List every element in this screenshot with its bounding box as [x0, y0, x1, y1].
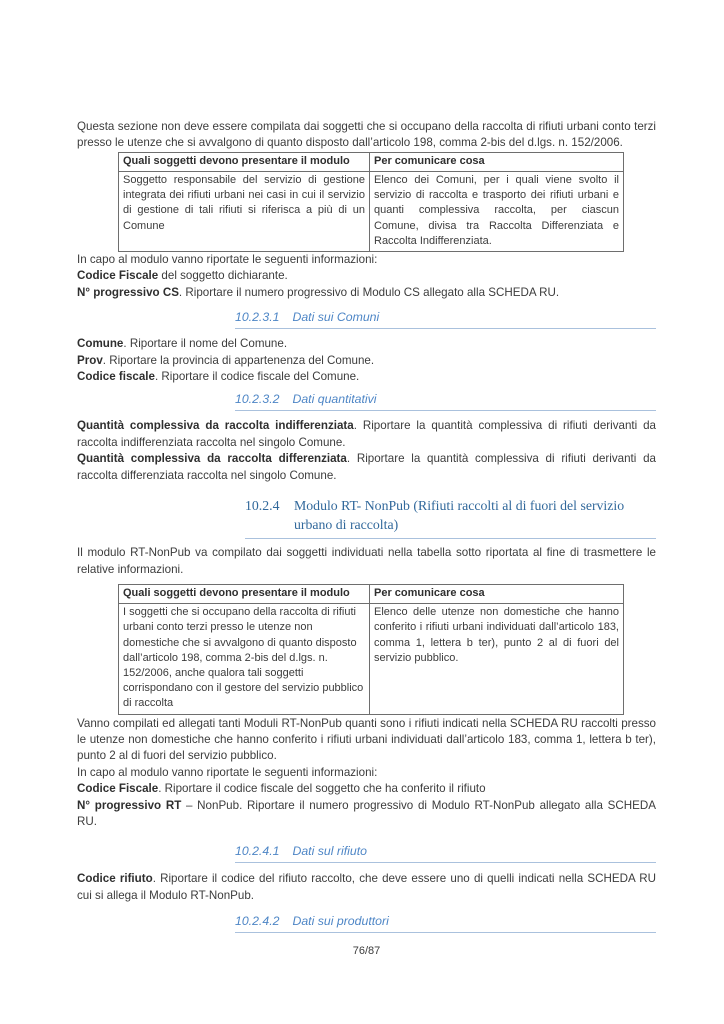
rt-info-lead: In capo al modulo vanno riportate le seguenti informazioni: — [77, 765, 378, 779]
definition-text: . Riportare la quantità complessiva di rifiuti derivanti da raccolta differenziata raccolta nel singolo Comune. — [77, 452, 656, 482]
definition-term: Codice rifiuto — [77, 872, 153, 886]
definition-item-codice-fiscale-comune — [77, 369, 656, 385]
document-content — [77, 119, 656, 957]
definition-item-codice-rifiuto — [77, 871, 656, 904]
rt-intro-paragraph: Il modulo RT-NonPub va compilato dai soggetti individuati nella tabella sotto riportata al fine di trasmettere le relative informazioni. — [77, 546, 656, 576]
table-rt-cell-what: Elenco delle utenze non domestiche che hanno conferito i rifiuti urbani individuati dall’articolo 183, comma 1, lettera b ter), punto 2 al di fuori del servizio pubblico. — [370, 604, 624, 714]
intro-paragraph: Questa sezione non deve essere compilata dai soggetti che si occupano della raccolta di rifiuti urbani conto terzi presso le utenze che si avvalgono di quanto disposto dall’articolo 198, comma 2-bis del d.lgs. n. 152/2006. — [77, 120, 656, 150]
definition-item-codice-fiscale — [77, 268, 656, 284]
definition-item-rt-progressivo — [77, 798, 656, 831]
table-rt-col1-header: Quali soggetti devono presentare il modulo — [119, 584, 370, 603]
heading-title: Dati quantitativi — [292, 392, 377, 407]
definition-text: . Riportare il codice del rifiuto raccolto, che deve essere uno di quelli indicati nella SCHEDA RU cui si allega il Modulo RT-NonPub. — [77, 872, 656, 902]
table-cs-col1-header: Quali soggetti devono presentare il modulo — [119, 152, 370, 171]
table-cs-cell-who: Soggetto responsabile del servizio di gestione integrata dei rifiuti urbani nei casi in cui il servizio di gestione di tali rifiuti si riferisca a più di un Comune — [119, 172, 370, 252]
rt-vanno-paragraph: Vanno compilati ed allegati tanti Moduli RT-NonPub quanti sono i rifiuti indicati nella SCHEDA RU raccolti presso le utenze non domestiche che hanno conferito i rifiuti urbani individuati dall’articolo 183, comma 1, lettera b ter), punto 2 al di fuori del servizio pubblico. — [77, 716, 656, 763]
definition-item-quantita-differenziata — [77, 451, 656, 484]
definition-term: Comune — [77, 337, 124, 351]
heading-title: Dati sul rifiuto — [292, 844, 367, 859]
definition-item-rt-codice-fiscale — [77, 781, 656, 797]
heading-number: 10.2.4 — [245, 498, 280, 514]
heading-dati-sui-comuni — [235, 310, 656, 329]
definition-term: Quantità complessiva da raccolta indifferenziata — [77, 419, 354, 433]
table-rt-nonpub — [118, 584, 624, 715]
table-modulo-cs — [118, 152, 624, 252]
heading-title: Dati sui Comuni — [292, 310, 380, 325]
definition-term: Quantità complessiva da raccolta differenziata — [77, 452, 347, 466]
definition-term: Codice fiscale — [77, 370, 155, 384]
definition-item-progressivo-cs — [77, 285, 656, 301]
table-row — [119, 172, 624, 252]
definition-text: . Riportare il codice fiscale del Comune. — [154, 370, 360, 384]
heading-number: 10.2.4.2 — [235, 914, 280, 929]
table-header-row — [119, 584, 624, 603]
definition-text: . Riportare il numero progressivo di Modulo CS allegato alla SCHEDA RU. — [178, 285, 560, 299]
definition-text: . Riportare la quantità complessiva di rifiuti derivanti da raccolta indifferenziata raccolta nel singolo Comune. — [77, 419, 656, 449]
definition-text: . Riportare il nome del Comune. — [123, 337, 288, 351]
definition-term: Prov — [77, 353, 103, 367]
table-cs-cell-what: Elenco dei Comuni, per i quali viene svolto il servizio di raccolta e trasporto dei rifiuti urbani e quanti complessiva raccolta, per ciascun Comune, divisa tra Raccolta Differenziata e Raccolta Indifferenziata. — [370, 172, 624, 252]
definition-item-comune — [77, 336, 656, 352]
definition-item-prov — [77, 353, 656, 369]
page-number: 76/87 — [352, 945, 381, 958]
heading-title: Modulo RT- NonPub (Rifiuti raccolti al di fuori del servizio urbano di raccolta) — [294, 498, 625, 532]
heading-number: 10.2.3.1 — [235, 310, 280, 325]
table-rt-cell-who: I soggetti che si occupano della raccolta di rifiuti urbani conto terzi presso le utenze non domestiche che si avvalgono di quanto disposto dall’articolo 198, comma 2-bis del d.lgs. n. 152/2006, anche qualora tali soggetti corrispondano con il gestore del servizio pubblico di raccolta — [119, 604, 370, 714]
definition-term: N° progressivo CS — [77, 285, 179, 299]
definition-text: . Riportare il codice fiscale del soggetto che ha conferito il rifiuto — [158, 782, 486, 796]
definition-text: – NonPub. Riportare il numero progressivo di Modulo RT-NonPub allegato alla SCHEDA RU. — [77, 798, 656, 828]
definition-term: Codice Fiscale — [77, 782, 159, 796]
heading-number: 10.2.4.1 — [235, 844, 280, 859]
table-cs-col2-header: Per comunicare cosa — [370, 152, 624, 171]
heading-dati-quantitativi — [235, 392, 656, 411]
heading-dati-sui-produttori — [235, 914, 656, 933]
table-rt-col2-header: Per comunicare cosa — [370, 584, 624, 603]
cs-info-lead: In capo al modulo vanno riportate le seguenti informazioni: — [77, 253, 378, 267]
definition-term: Codice Fiscale — [77, 269, 159, 283]
heading-title: Dati sui produttori — [292, 914, 389, 929]
table-row — [119, 604, 624, 714]
definition-term: N° progressivo RT — [77, 798, 182, 812]
definition-text: . Riportare la provincia di appartenenza del Comune. — [102, 353, 375, 367]
heading-number: 10.2.3.2 — [235, 392, 280, 407]
definition-text: del soggetto dichiarante. — [158, 269, 288, 283]
definition-item-quantita-indifferenziata — [77, 418, 656, 451]
table-header-row — [119, 152, 624, 171]
heading-dati-sul-rifiuto — [235, 844, 656, 863]
heading-modulo-rt-nonpub — [245, 497, 656, 539]
